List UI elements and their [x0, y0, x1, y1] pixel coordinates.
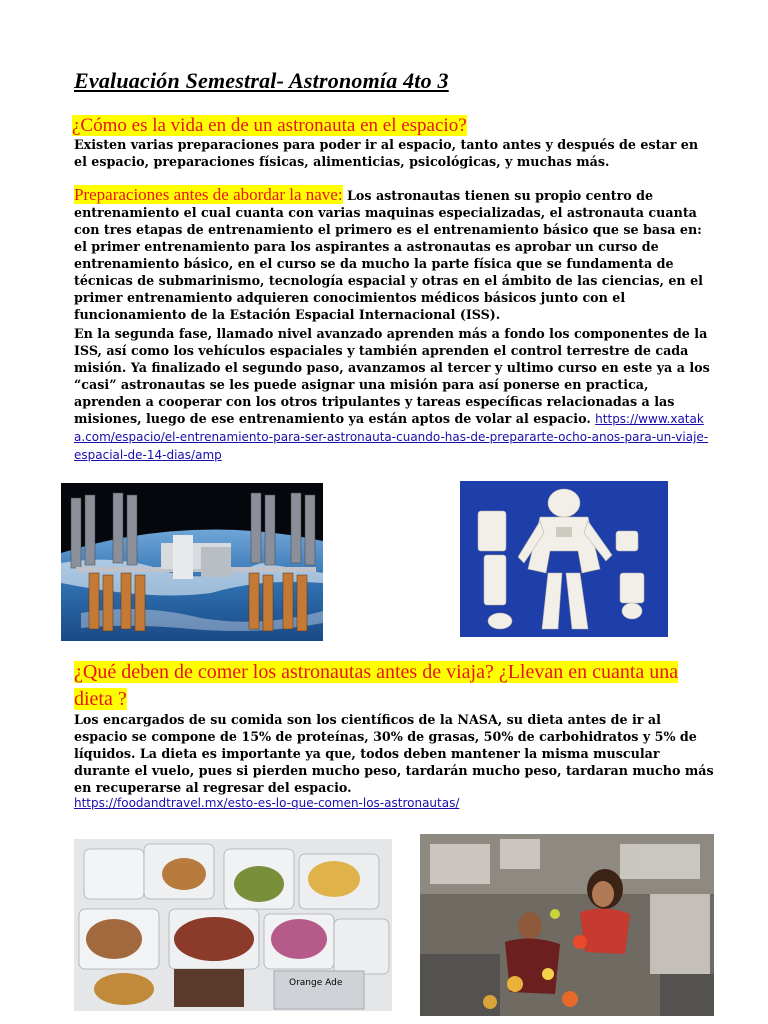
section-body-preparation: Preparaciones antes de abordar la nave: Los astronautas tienen su propio centro de entrenamiento el cual cuanta con varias maquinas especializadas, el astronauta cuanta con tres etapas de entrenamiento el primero es el entrenamiento básico que se basa en: el primer entrenamiento para los aspirantes a astronautas es aprobar un curso de entrenamiento básico, en el curso se da mucho la parte física que se fundamenta de técnicas de submarinismo, tecnología espacial y otras en el ámbito de las ciencias, en el primer entrenamiento adquieren conocimientos médicos básicos junto con el funcionamiento de la Estación Espacial Internacional (ISS).	[74, 185, 703, 322]
section-heading-diet: ¿Qué deben de comer los astronautas antes de viaja? ¿Llevan en cuanta una dieta ?	[74, 661, 679, 710]
source-link-foodandtravel[interactable]: https://foodandtravel.mx/esto-es-lo-que-comen-los-astronautas/	[74, 796, 460, 810]
iss-photo	[61, 483, 323, 641]
section-heading-life: ¿Cómo es la vida en de un astronauta en el espacio?	[72, 115, 467, 136]
source-link-xataka[interactable]: https://www.xataka.com/espacio/el-entrenamiento-para-ser-astronauta-cuando-has-de-prepararte-ocho-anos-para-un-viaje-espacial-de-14-dias/amp	[74, 412, 709, 462]
space-food-photo	[74, 839, 392, 1011]
section-body-life: Existen varias preparaciones para poder ir al espacio, tanto antes y después de estar en el espacio, preparaciones físicas, alimenticias, psicológicas, y muchas más.	[74, 137, 699, 169]
food-package-label: Orange Ade	[289, 978, 343, 988]
section-heading-preparation: Preparaciones antes de abordar la nave:	[74, 185, 343, 204]
section-body-diet: Los encargados de su comida son los científicos de la NASA, su dieta antes de ir al espacio se compone de 15% de proteínas, 30% de grasas, 50% de carbohidratos y 5% de líquidos. La dieta es importante ya que, todos deben mantener la misma muscular durante el vuelo, pues si pierden mucho peso, tardarán mucho peso, tardaran mucho más en recuperarse al regresar del espacio.	[74, 712, 714, 795]
page-title: Evaluación Semestral- Astronomía 4to 3	[74, 68, 449, 93]
spacesuit-photo	[460, 481, 668, 637]
astronauts-eating-photo	[420, 834, 714, 1016]
section-body-phases: En la segunda fase, llamado nivel avanzado aprenden más a fondo los componentes de la ISS, así como los vehículos espaciales y también aprenden el control terrestre de cada misión. Ya finalizado el segundo paso, avanzamos al tercer y ultimo curso en este ya a los “casi” astronautas se les puede asignar una misión para así ponerse en practica, aprenden a cooperar con los otros tripulantes y tareas específicas relacionadas a las misiones, luego de ese entrenamiento ya están aptos de volar al espacio. https://www.xataka.com/espacio/el-entrenamiento-para-ser-astronauta-cuando-has-de-prepararte-ocho-anos-para-un-viaje-espacial-de-14-dias/amp	[74, 326, 710, 462]
